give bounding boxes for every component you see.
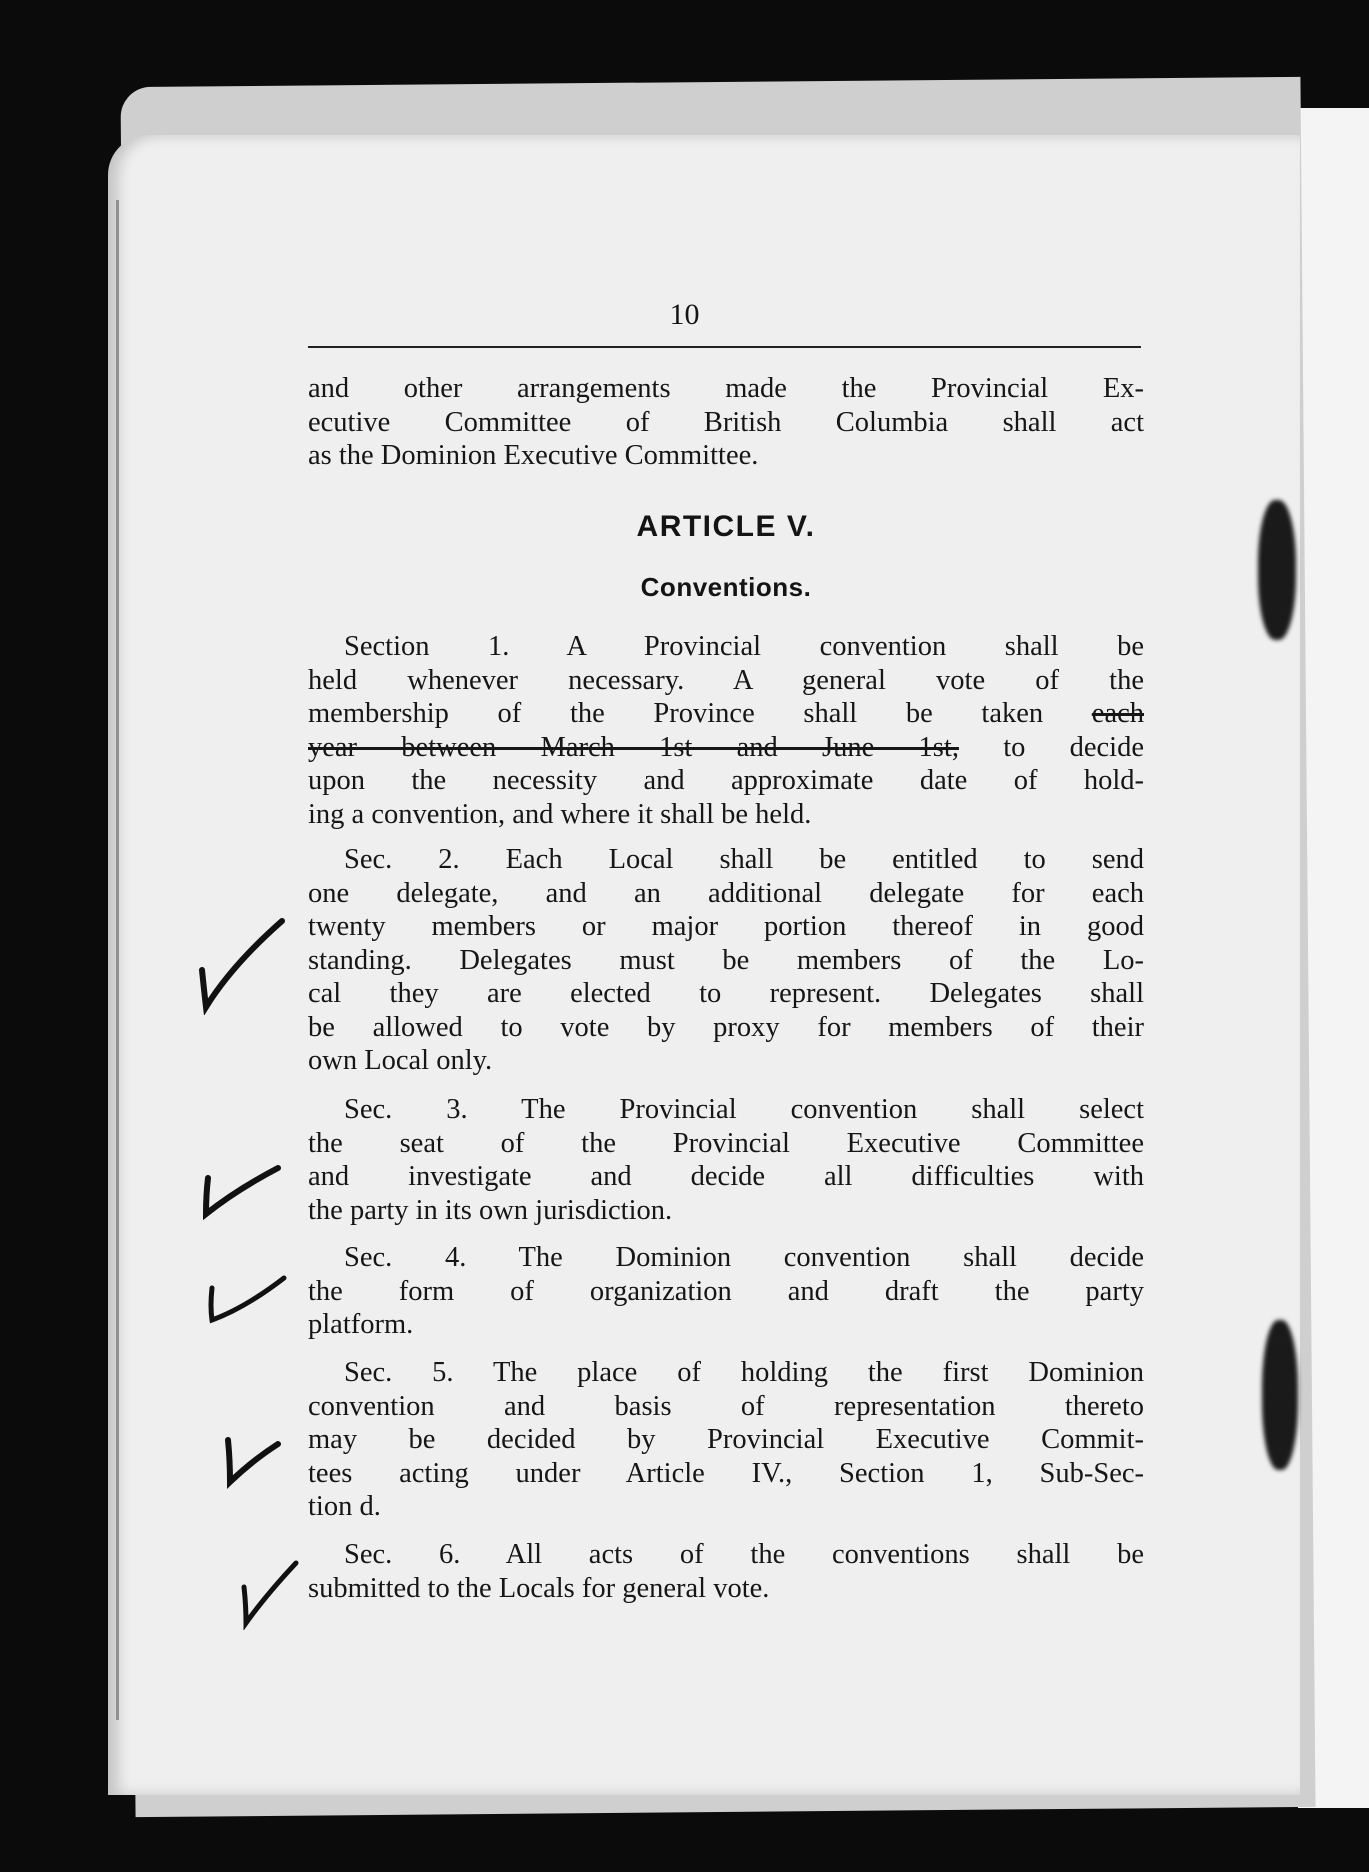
handwritten-check-mark-icon — [234, 1555, 304, 1630]
text-line: the seat of the Provincial Executive Committee — [308, 1127, 1144, 1159]
text-line: twenty members or major portion thereof in good — [308, 911, 1144, 942]
handwritten-check-mark-icon — [196, 1160, 286, 1220]
text-fragment: membership of the Province shall be taken — [308, 698, 1092, 729]
text-line: held whenever necessary. A general vote of the — [308, 664, 1144, 696]
text-line: Sec. 2. Each Local shall be entitled to send — [344, 844, 1144, 875]
text-line: Sec. 6. All acts of the conventions shall be — [344, 1539, 1144, 1570]
header-rule — [308, 346, 1141, 348]
section-4-paragraph — [308, 1241, 1144, 1342]
text-line: the party in its own jurisdiction. — [308, 1194, 673, 1226]
text-line — [308, 697, 1144, 731]
text-line: may be decided by Provincial Executive Commit- — [308, 1424, 1144, 1455]
article-heading: ARTICLE V. — [636, 510, 816, 543]
text-line: Sec. 4. The Dominion convention shall decide — [344, 1242, 1144, 1273]
handwritten-check-mark-icon — [192, 915, 292, 1015]
section-5-paragraph — [308, 1356, 1144, 1524]
text-line: Section 1. A Provincial convention shall be — [344, 631, 1144, 662]
text-line: ecutive Committee of British Columbia shall act — [308, 406, 1144, 438]
section-3-paragraph — [308, 1093, 1144, 1227]
text-line: and investigate and decide all difficulties with — [308, 1161, 1144, 1192]
text-line: be allowed to vote by proxy for members of their — [308, 1011, 1144, 1043]
text-line: tees acting under Article IV., Section 1, Sub-Sec- — [308, 1457, 1144, 1489]
text-line: tion d. — [308, 1491, 381, 1522]
section-1-paragraph — [308, 630, 1144, 831]
binding-blot — [1258, 500, 1296, 640]
text-line: submitted to the Locals for general vote. — [308, 1572, 770, 1604]
text-line: platform. — [308, 1309, 414, 1340]
text-line: convention and basis of representation thereto — [308, 1390, 1144, 1422]
text-line: Sec. 3. The Provincial convention shall select — [344, 1094, 1144, 1125]
text-line: one delegate, and an additional delegate for each — [308, 877, 1144, 909]
article-subheading: Conventions. — [640, 572, 812, 602]
handwritten-check-mark-icon — [200, 1268, 290, 1328]
text-line: Sec. 5. The place of holding the first Dominion — [344, 1357, 1144, 1388]
page-spine-line — [116, 200, 119, 1720]
text-line: as the Dominion Executive Committee. — [308, 440, 759, 471]
struck-text: each — [1091, 698, 1144, 729]
text-line: cal they are elected to represent. Delegates shall — [308, 978, 1144, 1009]
text-fragment: to decide — [958, 731, 1145, 763]
section-6-paragraph — [308, 1538, 1144, 1605]
text-line: ing a convention, and where it shall be held. — [308, 798, 812, 830]
page-number: 10 — [669, 298, 700, 331]
struck-text: year between March 1st and June 1st, — [308, 731, 959, 763]
section-2-paragraph — [308, 843, 1144, 1078]
text-line: own Local only. — [308, 1045, 493, 1076]
text-line: and other arrangements made the Provincial Ex- — [308, 373, 1144, 404]
binding-blot — [1262, 1320, 1298, 1470]
intro-paragraph — [308, 372, 1144, 473]
text-line: standing. Delegates must be members of the Lo- — [308, 944, 1144, 976]
text-line: upon the necessity and approximate date of hold- — [308, 765, 1144, 796]
text-line: the form of organization and draft the party — [308, 1275, 1144, 1307]
text-line — [308, 731, 1144, 765]
handwritten-check-mark-icon — [218, 1430, 288, 1490]
